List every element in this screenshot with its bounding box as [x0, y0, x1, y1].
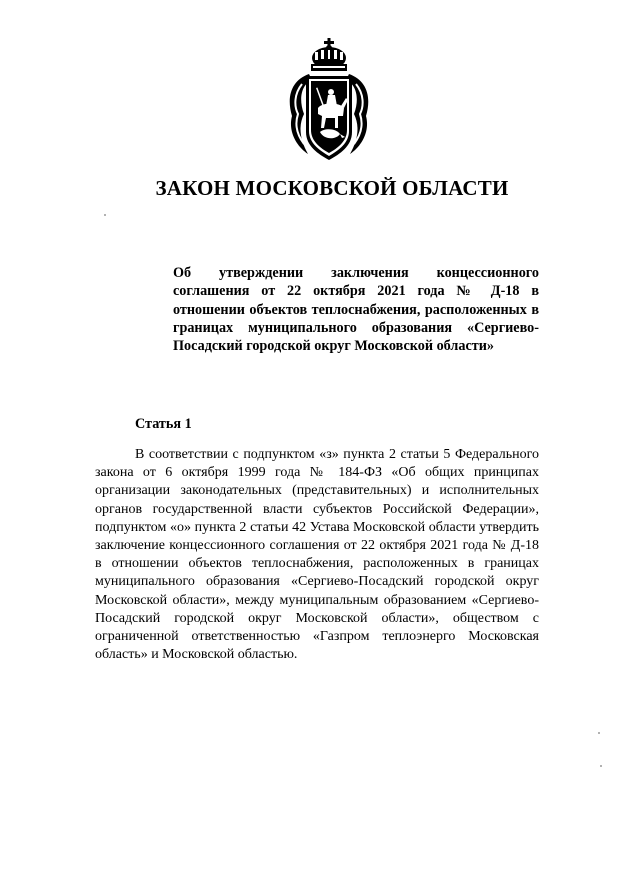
article-heading: Статья 1 [135, 416, 192, 432]
scan-speck [600, 765, 602, 767]
scan-speck [598, 732, 600, 734]
law-subtitle: Об утверждении заключения концессионного соглашения от 22 октября 2021 года № Д-18 в отношении объектов теплоснабжения, расположенных в границах муниципального образования «Сергиево-Посадский городской округ Московской области» [173, 265, 539, 355]
moscow-oblast-coat-of-arms-icon [282, 36, 376, 166]
law-title: ЗАКОН МОСКОВСКОЙ ОБЛАСТИ [155, 176, 509, 200]
article-body: В соответствии с подпунктом «з» пункта 2 статьи 5 Федерального закона от 6 октября 1999 года № 184-ФЗ «Об общих принципах организации законодательных (представительных) и исполнительных органов государственной власти субъектов Российской Федерации», подпунктом «о» пункта 2 статьи 42 Устава Московской области утвердить заключение концессионного соглашения от 22 октября 2021 года № Д-18 в отношении объектов теплоснабжения, расположенных в границах муниципального образования «Сергиево-Посадский городской округ Московской области», между муниципальным образованием «Сергиево-Посадский городской округ Московской области», обществом с ограниченной ответственностью «Газпром теплоэнерго Московская область» и Московской областью. [95, 447, 539, 663]
scan-speck [104, 214, 106, 216]
